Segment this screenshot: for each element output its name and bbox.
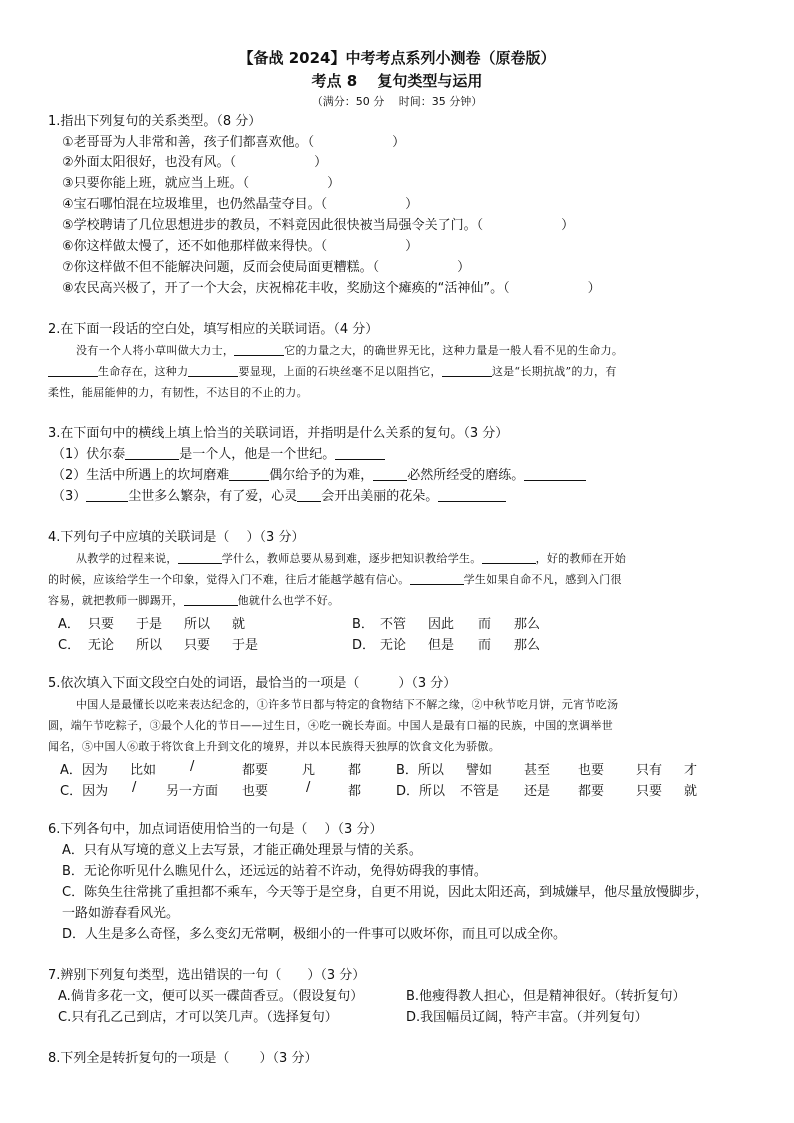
q4-blank-1[interactable] xyxy=(178,551,222,564)
q1-item-6: ⑥你这样做太慢了，还不如他那样做来得快。（ ） xyxy=(62,239,419,254)
q1-stem: 1.指出下列复句的关系类型。（8 分） xyxy=(48,114,262,129)
q3-blank-3b[interactable] xyxy=(297,489,321,502)
q4-line-3: 容易，就把教师一脚踢开， 他就什么也学不好。 xyxy=(48,594,340,607)
q1-item-1: ①老哥哥为人非常和善，孩子们都喜欢他。（ ） xyxy=(62,135,406,150)
q6-option-a[interactable]: A．只有从写境的意义上去写景，才能正确处理景与情的关系。 xyxy=(62,843,422,858)
q3-blank-3c[interactable] xyxy=(438,489,506,502)
q5-line-1: 中国人是最懂长以吃来表达纪念的，①许多节日都与特定的食物结下不解之缘，②中秋节吃月饼，元宵节吃汤 xyxy=(76,698,619,711)
exam-subtitle: 考点 8 复句类型与运用 xyxy=(311,72,483,90)
q7-option-b[interactable]: B.他瘦得教人担心，但是精神很好。（转折复句） xyxy=(406,989,686,1004)
q4-line-2: 的时候，应该给学生一个印象，觉得入门不难，往后才能越学越有信心。 学生如果自命不凡，感到入门很 xyxy=(48,573,622,586)
q3-blank-2b[interactable] xyxy=(373,468,407,481)
q3-item-2: （2）生活中所遇上的坎坷磨难 偶尔给予的为难， 必然所经受的磨练。 xyxy=(52,468,586,484)
q2-line-3: 柔性，能屈能伸的力，有韧性，不达目的不止的力。 xyxy=(48,386,308,399)
q5-stem: 5.依次填入下面文段空白处的词语，最恰当的一项是（ ）（3 分） xyxy=(48,676,457,691)
q3-item-1: （1）伏尔泰 是一个人，他是一个世纪。 xyxy=(52,447,385,463)
q6-option-c[interactable]: C．陈奂生往常挑了重担都不乘车，今天等于是空身，自更不用说，因此太阳还高，到城嫌早，他尽量放慢脚步， xyxy=(62,885,709,900)
q2-blank-2[interactable] xyxy=(48,364,98,377)
q2-line-2: 生命存在，这种力 要显现，上面的石块丝毫不足以阻挡它， 这是“长期抗战”的力，有 xyxy=(48,364,617,380)
q3-item-3: （3） 尘世多么繁杂，有了爱，心灵 会开出美丽的花朵。 xyxy=(52,489,506,505)
q2-blank-3[interactable] xyxy=(188,364,238,377)
q6-stem: 6.下列各句中，加点词语使用恰当的一句是（ ）（3 分） xyxy=(48,822,383,837)
q4-blank-2[interactable] xyxy=(482,551,536,564)
q6-option-c-cont: 一路如游春看风光。 xyxy=(62,906,180,921)
q7-stem: 7.辨别下列复句类型，选出错误的一句（ ）（3 分） xyxy=(48,968,366,983)
q3-blank-1b[interactable] xyxy=(335,447,385,460)
q1-item-8: ⑧农民高兴极了，开了一个大会，庆祝棉花丰收，奖励这个瘫痪的“活神仙”。（ ） xyxy=(62,281,601,296)
q2-line-1: 没有一个人将小草叫做大力士， 它的力量之大，的确世界无比，这种力量是一般人看不见的生命力。 xyxy=(76,344,624,357)
q7-option-d[interactable]: D.我国幅员辽阔，特产丰富。（并列复句） xyxy=(406,1010,648,1025)
q2-blank-1[interactable] xyxy=(234,343,284,356)
q4-blank-4[interactable] xyxy=(184,593,238,606)
q3-blank-2a[interactable] xyxy=(229,468,269,481)
q1-item-2: ②外面太阳很好，也没有风。（ ） xyxy=(62,155,328,170)
q4-line-1: 从教学的过程来说， 学什么，教师总要从易到难，逐步把知识教给学生。 ，好的教师在开始 xyxy=(76,552,627,565)
exam-page: 【备战 2024】中考考点系列小测卷（原卷版） 考点 8 复句类型与运用 （满分：50 分 时间：35 分钟） 1.指出下列复句的关系类型。（8 分） ①老哥哥为人非常和善，孩子们都喜欢他。（ ） ②外面太阳很好，也没有风。（ ） ③只要你能上班，就应当上班。（ ） ④宝石哪怕混在垃圾堆里，也仍然晶莹夺目。（ ） ⑤学校聘请了几位思想进步的教员，不料竟因此很快被当局强令关了门。（ ） ⑥你这样做太慢了，还不如他那样做来得快。（ ） ⑦你这样做不但不能解决问题，反而会使局面更糟糕。（ ） ⑧农民高兴极了，开了一个大会，庆祝棉花丰收，奖励这个瘫痪的“活神仙”。（ ） 2.在下面一段话的空白处，填写相应的关联词语。（4 分） 没有一个人将小草叫做大力士， 它的力量之大，的确世界无比，这种力量是一般人看不见的生命力。 生命存在，这种力 要显现，上面的石块丝毫不足以阻挡它， 这是“长期抗战”的力，有 柔性，能屈能伸的力，有韧性，不达目的不止的力。 3.在下面句中的横线上填上恰当的关联词语，并指明是什么关系的复句。（3 分） （1）伏尔泰 是一个人，他是一个世纪。 （2）生活中所遇上的坎坷磨难 偶尔给予的为难， 必然所经受的磨练。 （3） 尘世多么繁杂，有了爱，心灵 会开出美丽的花朵。 4.下列句子中应填的关联词是（ ）（3 分） 从教学的过程来说， 学什么，教师总要从易到难，逐步把知识教给学生。 ，好的教师在开始 的时候，应该给学生一个印象，觉得入门不难，往后才能越学越有信心。 学生如果自命不凡，感到入门很 容易，就把教师一脚踢开， 他就什么也学不好。 A． 只要 于是 所以 就 B． 不管 因此 而 那么 C． 无论 所以 只要 于是 D． 无论 但是 而 那么 5.依次填入下面文段空白处的词语，最恰当的一项是（ ）（3 分） 中国人是最懂长以吃来表达纪念的，①许多节日都与特定的食物结下不解之缘，②中秋节吃月饼，元宵节吃汤 圆，端午节吃粽子，③最个人化的节日——过生日，④吃一碗长寿面。中国人是最有口福的民族，中国的烹调举世 闻名，⑤中国人⑥敢于将饮食上升到文化的境界，并以本民族得天独厚的饮食文化为骄傲。 A．因为 比如 / 都要 凡 都 B．所以 譬如 甚至 也要 只有 才 C．因为 / 另一方面 也要 / 都 D．所以 不管是 还是 都要 只要 就 6.下列各句中，加点词语使用恰当的一句是（ ）（3 分） A．只有从写境的意义上去写景，才能正确处理景与情的关系。 B．无论你听见什么瞧见什么，还远远的站着不许动，免得妨碍我的事情。 C．陈奂生往常挑了重担都不乘车，今天等于是空身，自更不用说，因此太阳还高，到城嫌早，他尽量放慢脚步， 一路如游春看风光。 D．人生是多么奇怪，多么变幻无常啊，极细小的一件事可以败坏你，而且可以成全你。 7.辨别下列复句类型，选出错误的一句（ ）（3 分） A.倘肯多花一文，便可以买一碟茴香豆。（假设复句） B.他瘦得教人担心，但是精神很好。（转折复句） C.只有孔乙己到店，才可以笑几声。（选择复句） D.我国幅员辽阔，特产丰富。（并列复句） 8.下列全是转折复句的一项是（ ）（3 分） xyxy=(0,0,794,1123)
q4-stem: 4.下列句子中应填的关联词是（ ）（3 分） xyxy=(48,530,305,545)
q3-blank-2c[interactable] xyxy=(524,468,586,481)
q7-option-c[interactable]: C.只有孔乙己到店，才可以笑几声。（选择复句） xyxy=(58,1010,338,1025)
q2-blank-4[interactable] xyxy=(442,364,492,377)
q4-blank-3[interactable] xyxy=(410,572,464,585)
q8-stem: 8.下列全是转折复句的一项是（ ）（3 分） xyxy=(48,1051,318,1066)
q5-line-3: 闻名，⑤中国人⑥敢于将饮食上升到文化的境界，并以本民族得天独厚的饮食文化为骄傲。 xyxy=(48,740,500,753)
exam-meta: （满分：50 分 时间：35 分钟） xyxy=(311,95,483,108)
q1-item-3: ③只要你能上班，就应当上班。（ ） xyxy=(62,176,341,191)
q3-stem: 3.在下面句中的横线上填上恰当的关联词语，并指明是什么关系的复句。（3 分） xyxy=(48,426,509,441)
q6-option-b[interactable]: B．无论你听见什么瞧见什么，还远远的站着不许动，免得妨碍我的事情。 xyxy=(62,864,487,879)
q6-option-d[interactable]: D．人生是多么奇怪，多么变幻无常啊，极细小的一件事可以败坏你，而且可以成全你。 xyxy=(62,927,567,942)
q3-blank-1a[interactable] xyxy=(125,447,179,460)
exam-title: 【备战 2024】中考考点系列小测卷（原卷版） xyxy=(238,49,556,67)
q5-line-2: 圆，端午节吃粽子，③最个人化的节日——过生日，④吃一碗长寿面。中国人是最有口福的民族，中国的烹调举世 xyxy=(48,719,613,732)
q7-option-a[interactable]: A.倘肯多花一文，便可以买一碟茴香豆。（假设复句） xyxy=(58,989,364,1004)
q2-stem: 2.在下面一段话的空白处，填写相应的关联词语。（4 分） xyxy=(48,322,379,337)
q1-item-5: ⑤学校聘请了几位思想进步的教员，不料竟因此很快被当局强令关了门。（ ） xyxy=(62,218,575,233)
q1-item-7: ⑦你这样做不但不能解决问题，反而会使局面更糟糕。（ ） xyxy=(62,260,471,275)
q1-item-4: ④宝石哪怕混在垃圾堆里，也仍然晶莹夺目。（ ） xyxy=(62,197,419,212)
q3-blank-3a[interactable] xyxy=(86,489,128,502)
